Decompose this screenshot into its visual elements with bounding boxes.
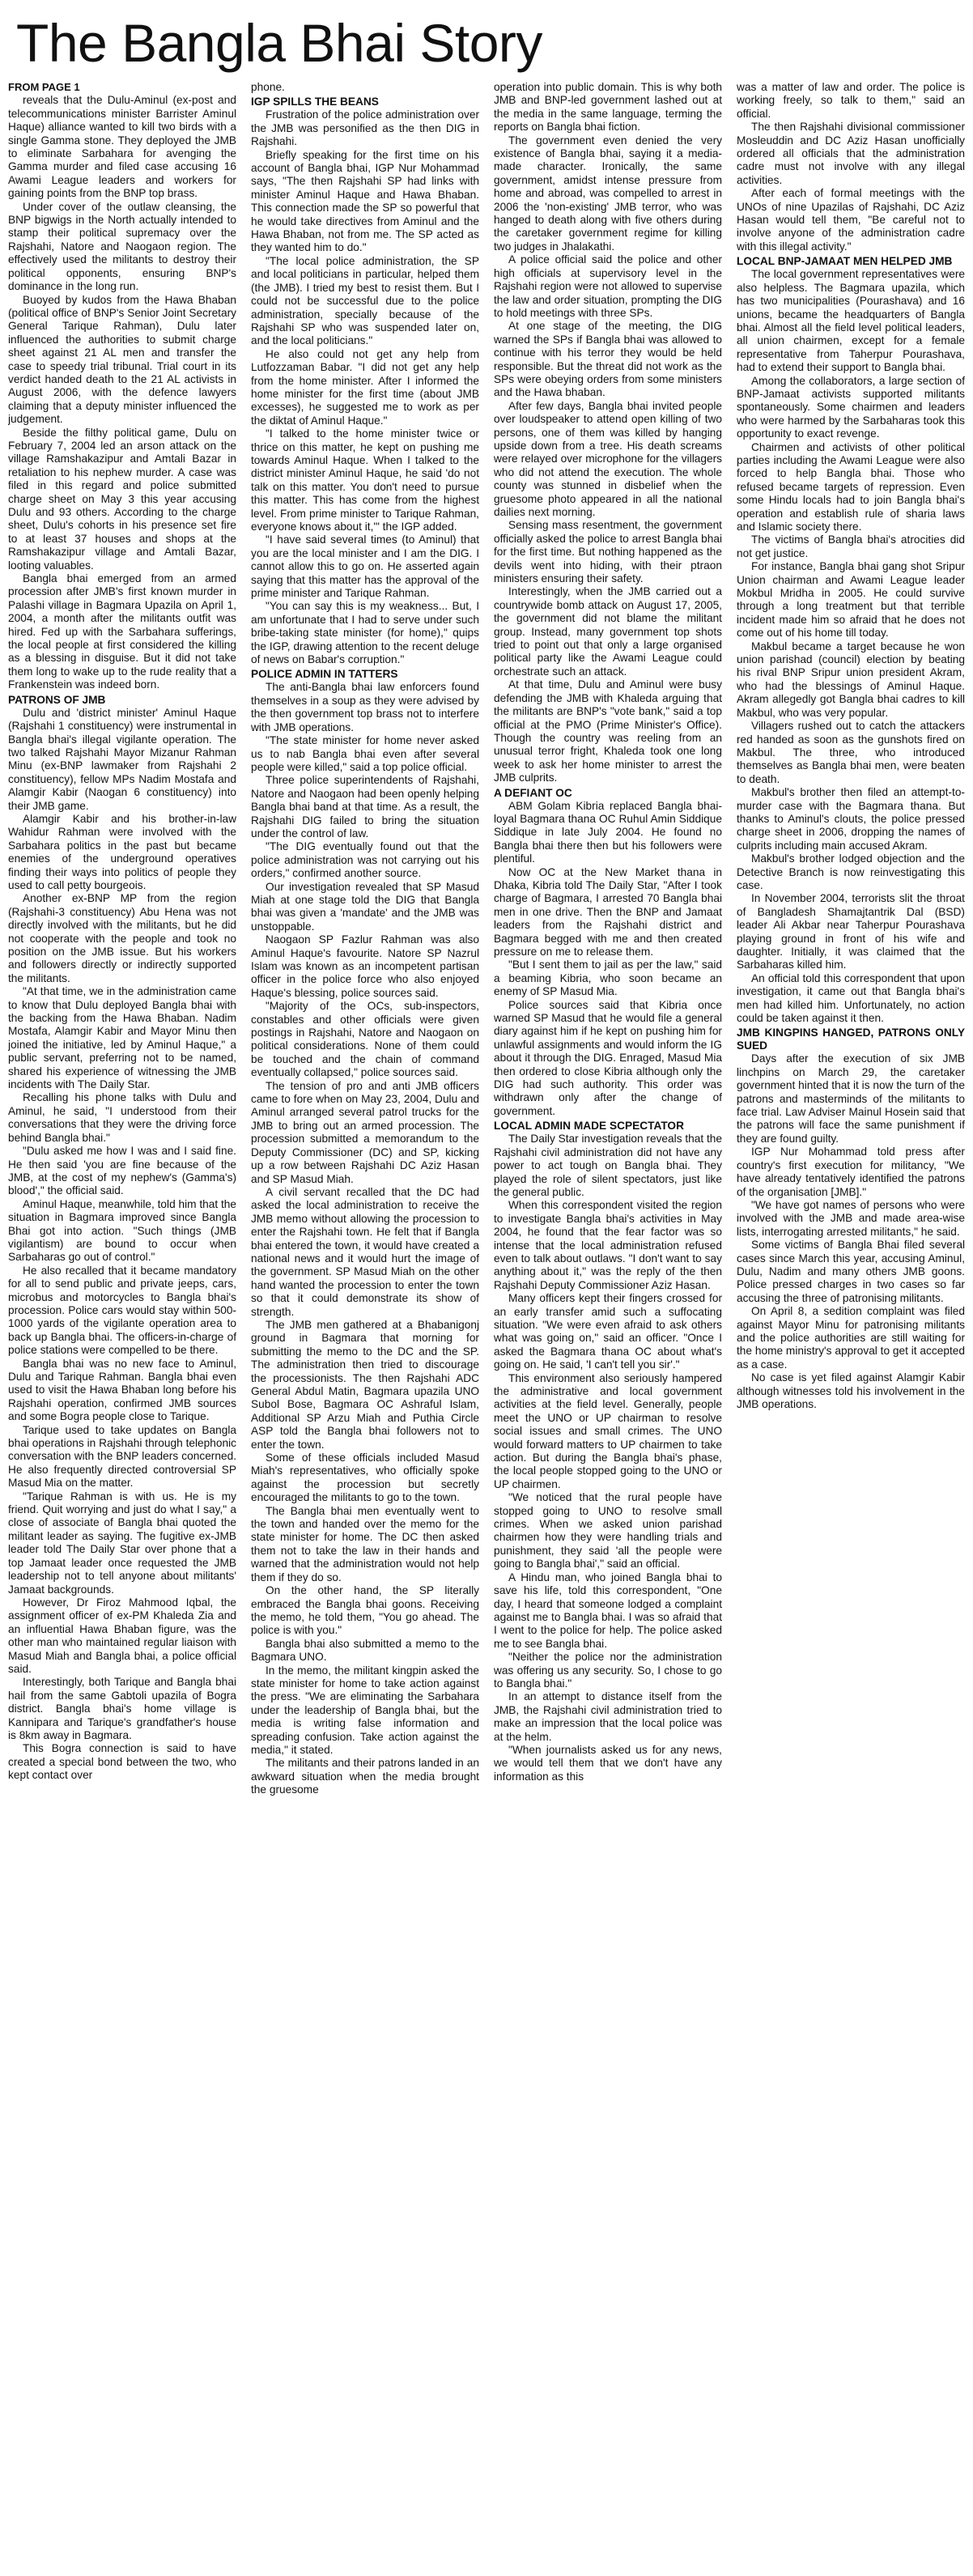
article-paragraph: Aminul Haque, meanwhile, told him that the situation in Bagmara improved since Bangla Bhai got into action. "Such things (JMB vigilantism) are bound to occur when Sarbaharas go out of control." [8,1197,236,1264]
article-paragraph: "The DIG eventually found out that the police administration was not carrying out his orders," confirmed another source. [251,840,479,880]
article-paragraph: Bangla bhai was no new face to Aminul, Dulu and Tarique Rahman. Bangla bhai even used to visit the Hawa Bhaban long before his Rajshahi operation, confirmed JMB sources and some Bogra people close to Tarique. [8,1357,236,1423]
article-paragraph: Many officers kept their fingers crossed for an early transfer amid such a suffocating situation. "We were even afraid to ask others what was going on," said an officer. "Once I asked the Bagmara thana OC about what's going on. He said, 'I can't tell you sir'." [494,1292,722,1371]
article-paragraph: reveals that the Dulu-Aminul (ex-post and telecommunications minister Barrister Aminul Haque) alliance wanted to kill two birds with a single Gamma stone. They deployed the JMB to eliminate Sarbahara for avenging the Gamma murder and filed case accusing 16 Awami League leaders and workers for gaining points from the BNP top brass. [8,94,236,200]
article-paragraph: ABM Golam Kibria replaced Bangla bhai-loyal Bagmara thana OC Ruhul Amin Siddique Siddique in late July 2004. He found no Bangla bhai there then but his followers were plentiful. [494,799,722,865]
article-paragraph: At that time, Dulu and Aminul were busy defending the JMB with Khaleda arguing that the militants are BNP's "vote bank," said a top official at the PMO (Prime Minister's Office). Though the country was reeling from an unusual terror fright, Khaleda took one long week to ask her home minister to arrest the JMB culprits. [494,678,722,784]
article-paragraph: Alamgir Kabir and his brother-in-law Wahidur Rahman were involved with the Sarbahara politics in the past but became enemies of the underground operatives finding their ways into politics of people they used to call petty bourgeois. [8,812,236,891]
article-paragraph: Among the collaborators, a large section of BNP-Jamaat activists supported militants spontaneously. Some chairmen and leaders who were harmed by the Sarbaharas took this opportunity to exact revenge. [737,374,965,440]
subhead-local-admin-made-spectator: LOCAL ADMIN MADE SCPECTATOR [494,1120,684,1133]
article-paragraph: Interestingly, when the JMB carried out a countrywide bomb attack on August 17, 2005, the government did not blame the militant group. Instead, many government top shots tried to point out that only a large organised political party like the Awami League could orchestrate such an attack. [494,585,722,678]
col3-paragraphs-3 [494,1133,722,1783]
article-paragraph: Interestingly, both Tarique and Bangla bhai hail from the same Gabtoli upazila of Bogra district. Bangla bhai's home village is Kannipara and Tarique's grandfather's house is 8km away in Bagmara. [8,1676,236,1741]
article-paragraph: Tarique used to take updates on Bangla bhai operations in Rajshahi through telephonic conversation with the BNP leaders concerned. He also frequently directed controversial SP Masud Mia on the matter. [8,1423,236,1490]
article-paragraph: At one stage of the meeting, the DIG warned the SPs if Bangla bhai was allowed to continue with his terror they would be held responsible. But the threat did not work as the SPs were obeying orders from some ministers and the Hawa bhaban. [494,320,722,399]
article-paragraph: When this correspondent visited the region to investigate Bangla bhai's activities in May 2004, he found that the fear factor was so intense that the local administration refused even to talk about outlaws. "I don't want to say anything about it," was the reply of the then Rajshahi Deputy Commissioner Aziz Hasan. [494,1199,722,1291]
article-paragraph: Now OC at the New Market thana in Dhaka, Kibria told The Daily Star, "After I took charge of Bagmara, I arrested 70 Bangla bhai men in one drive. Then the BNP and Jamaat leaders from the Rajshahi district and Bagmara begged with me and then created pressure on me to release them. [494,865,722,958]
article-paragraph: The Bangla bhai men eventually went to the town and handed over the memo for the state minister for home. The DC then asked them not to take the law in their hands and warned that the administration would not help them if they do so. [251,1504,479,1583]
col1-paragraphs-2 [8,707,236,1783]
article-headline: The Bangla Bhai Story [16,13,542,73]
article-paragraph: Bangla bhai emerged from an armed procession after JMB's first known murder in Palashi village in Bagmara Upazila on April 1, 2004, a month after the militants outfit was hired. Fed up with the Sarbahara sufferings, the local people at first considered the killing as a blessing in disguise. But it did not take them long to wake up to the rude reality that a Frankenstein was indeed born. [8,572,236,691]
article-paragraph: Makbul's brother lodged objection and the Detective Branch is now reinvestigating this case. [737,852,965,891]
subhead-a-defiant-oc: A DEFIANT OC [494,786,572,799]
article-paragraph: In an attempt to distance itself from the JMB, the Rajshahi civil administration tried to make an impression that the local police was at the helm. [494,1690,722,1743]
article-paragraph: "We noticed that the rural people have stopped going to UNO to resolve small crimes. When we asked union parishad chairmen how they were handling trials and punishment, they said 'all the people were going to Bangla bhai'," said an official. [494,1491,722,1571]
article-paragraph: A civil servant recalled that the DC had asked the local administration to receive the JMB memo without allowing the procession to enter the Rajshahi town. He felt that if Bangla bhai entered the town, it would have created a national news and it would hurt the image of the government. SP Masud Miah on the other hand wanted the procession to enter the town so that it could demonstrate its show of strength. [251,1185,479,1318]
article-paragraph: This Bogra connection is said to have created a special bond between the two, who kept contact over [8,1742,236,1782]
article-paragraph: Police sources said that Kibria once warned SP Masud that he would file a general diary against him if he kept on pushing him for unlawful assignments and would inform the IG about it through the DIG. Enraged, Masud Mia then ordered to close Kibria although only the DIG had such authority. This order was withdrawn only after the change of government. [494,998,722,1117]
article-paragraph: "Majority of the OCs, sub-inspectors, constables and other officials were given postings in Rajshahi, Natore and Naogaon on political considerations. None of them could be touched and the chain of command eventually collapsed," police sources said. [251,1000,479,1079]
article-paragraph: However, Dr Firoz Mahmood Iqbal, the assignment officer of ex-PM Khaleda Zia and an influential Hawa Bhaban figure, was the other man who maintained regular liaison with Masud Miah and Bangla bhai, a police official said. [8,1596,236,1675]
article-paragraph: Another ex-BNP MP from the region (Rajshahi-3 constituency) Abu Hena was not directly involved with the militants, but he did not cooperate with the people and took no position on the JMB issue. But his workers and followers directly or indirectly supported the militants. [8,892,236,984]
article-paragraph: Villagers rushed out to catch the attackers red handed as soon as the gunshots fired on Makbul. The three, who introduced themselves as Bangla bhai men, were beaten to death. [737,720,965,785]
article-paragraph: Sensing mass resentment, the government officially asked the police to arrest Bangla bhai for the first time. But nothing happened as the devils went into hiding, with their ptraon ministers ensuring their safety. [494,519,722,585]
article-paragraph: On the other hand, the SP literally embraced the Bangla bhai goons. Receiving the memo, he told them, "You go ahead. The police is with you." [251,1584,479,1637]
article-paragraph: Briefly speaking for the first time on his account of Bangla bhai, IGP Nur Mohammad says, "The then Rajshahi SP had links with minister Aminul Haque and Hawa Bhaban. This connection made the SP so powerful that he would take directives from Aminul and the Hawa Bhaban, not from me. The SP acted as they wanted him to do." [251,148,479,254]
article-paragraph: "Tarique Rahman is with us. He is my friend. Quit worrying and just do what I say," a close of associate of Bangla bhai quoted the militant leader as saying. The fugitive ex-JMB leader told The Daily Star over phone that a top Jamaat leader once requested the JMB leadership not to tell anyone about militants' Jamaat backgrounds. [8,1490,236,1596]
article-paragraph: After each of formal meetings with the UNOs of nine Upazilas of Rajshahi, DC Aziz Hasan would tell them, "Be careful not to involve anyone of the administration cadre with this illegal activity." [737,187,965,253]
from-page-label: FROM PAGE 1 [8,81,80,93]
article-paragraph: Dulu and 'district minister' Aminul Haque (Rajshahi 1 constituency) were instrumental in Bangla bhai's illegal vigilante operation. The two talked Rajshahi Mayor Mizanur Rahman Minu (ex-BNP lawmaker from Rajshahi 2 constituency), fellow MPs Nadim Mostafa and Alamgir Kabir (Naogan 6 constituency) into their JMB game. [8,706,236,812]
article-paragraph: No case is yet filed against Alamgir Kabir although witnesses told his involvement in the JMB operations. [737,1371,965,1410]
article-paragraph: For instance, Bangla bhai gang shot Sripur Union chairman and Awami League leader Mokbul Mridha in 2005. He could survive through a long treatment but that terrible incident made him so afraid that he does not come out of his home till today. [737,560,965,640]
col1-paragraphs [8,94,236,691]
article-paragraph: "The local police administration, the SP and local politicians in particular, helped them (the JMB). I tried my best to resist them. But I could not be successful due to the police administration, specially because of the Rajshahi SP who was suspended later on, and the local politicians." [251,254,479,347]
col4-paragraphs-2 [737,268,965,1025]
article-paragraph: A Hindu man, who joined Bangla bhai to save his life, told this correspondent, "One day, I heard that someone lodged a complaint against me to Bangla bhai. I was so afraid that I went to the police for help. The police asked me to see Bangla bhai. [494,1571,722,1650]
article-paragraph: "We have got names of persons who were involved with the JMB and made area-wise lists, interrogating arrested militants," he said. [737,1198,965,1238]
article-paragraph: Bangla bhai also submitted a memo to the Bagmara UNO. [251,1637,479,1664]
article-paragraph: After few days, Bangla bhai invited people over loudspeaker to attend open killing of two persons, one of them was killed by hanging upside down from a tree. His death screams were relayed over microphone for the villagers who did not attend the execution. The whole county was stunned in disbelief when the gruesome photo appeared in all the national dailies next morning. [494,399,722,518]
article-paragraph: "I talked to the home minister twice or thrice on this matter, he kept on pushing me towards Aminul Haque. When I talked to the district minister Aminul Haque, he said 'do not talk on this matter. You don't need to pursue this matter. This has come from the highest level. From prime minister to Tarique Rahman, everyone knows about it,'" the IGP added. [251,427,479,533]
article-paragraph: Some victims of Bangla Bhai filed several cases since March this year, accusing Aminul, Dulu, Nadim and many others JMB goons. Police pressed charges in two cases so far accusing the three of patronising militants. [737,1239,965,1304]
article-paragraph: Under cover of the outlaw cleansing, the BNP bigwigs in the North actually intended to stamp their political supremacy over the Rajshahi, Natore and Naogaon region. The effectively used the militants to destroy their political opponents, ensuring BNP's dominance in the long run. [8,200,236,293]
col4-paragraphs [737,81,965,253]
col4-paragraphs-3 [737,1052,965,1411]
col3-paragraphs-2 [494,800,722,1119]
article-paragraph: Beside the filthy political game, Dulu on February 7, 2004 led an arson attack on the village Ramshakazipur and Amtali Bazar in retaliation to his nephew murder. A case was filed in this regard and police submitted charge sheet on May 3 this year accusing Dulu and 93 others. According to the charge sheet, Dulu's cohorts in his presence set fire to at least 37 houses and shops at the Ramshakazipur village and Amtali Bazar, looting valuables. [8,426,236,572]
article-paragraph: IGP Nur Mohammad told press after country's first execution for militancy, "We have already tentatively identified the patrons of the organisation [JMB]." [737,1146,965,1198]
article-paragraph: The tension of pro and anti JMB officers came to fore when on May 23, 2004, Dulu and Aminul arranged several patrol trucks for the JMB to bring out an armed procession. The procession submitted a memorandum to the Deputy Commissioner (DC) and SP, kicking up a row between Rajshahi DC Aziz Hasan and SP Masud Miah. [251,1079,479,1185]
column-1 [8,81,236,2558]
article-paragraph: "At that time, we in the administration came to know that Dulu deployed Bangla bhai with the backing from the Hawa Bhaban. Nadim Mostafa, Alamgir Kabir and Mayor Minu then joined the initiative, led by Aminul Haque," a public servant, preferring not to be named, shared his experience of witnessing the JMB incidents with The Daily Star. [8,985,236,1091]
article-paragraph: Some of these officials included Masud Miah's representatives, who officially spoke against the procession but secretly encouraged the militants to go to the town. [251,1452,479,1504]
col3-paragraphs [494,81,722,785]
article-paragraph: operation into public domain. This is why both JMB and BNP-led government lashed out at the media in the same language, terming the reports on Bangla bhai fiction. [494,81,722,134]
article-paragraph: "Neither the police nor the administration was offering us any security. So, I chose to go to Bangla bhai." [494,1651,722,1690]
article-columns [8,81,965,2558]
col2-lead: phone. [251,81,285,93]
article-paragraph: Naogaon SP Fazlur Rahman was also Aminul Haque's favourite. Natore SP Nazrul Islam was known as an incompetent partisan officer in the police force who also enjoyed Haque's blessing, police sources said. [251,933,479,999]
column-4 [737,81,965,2558]
article-paragraph: This environment also seriously hampered the administrative and local government activities at the field level. Generally, people meet the UNO or UP chairman to resolve social issues and small crimes. The UNO would forward matters to UP chairmen to take action. But during the Bangla bhai's phase, the local people stopped going to the UNO or UP chairmen. [494,1371,722,1490]
article-paragraph: Three police superintendents of Rajshahi, Natore and Naogaon had been openly helping Bangla bhai band at that time. As a result, the Rajshahi DIG failed to bring the situation under the control of law. [251,774,479,840]
article-paragraph: On April 8, a sedition complaint was filed against Mayor Minu for patronising militants and the police authorities are still waiting for the home ministry's approval to get it accepted as a case. [737,1305,965,1371]
article-paragraph: The local government representatives were also helpless. The Bagmara upazila, which has two municipalities (Pourashava) and 16 unions, became the headquarters of Bangla bhai. Almost all the field level political leaders, all union chairmen, except for a female representative from Taherpur Pourashava, had to extend their support to Bangla bhai. [737,268,965,374]
article-paragraph: "You can say this is my weakness... But, I am unfortunate that I had to serve under such bribe-taking state minister (for home)," quips the IGP, drawing attention to the recent deluge of news on Babar's corruption." [251,600,479,666]
subhead-igp-spills-the-beans: IGP SPILLS THE BEANS [251,96,379,108]
article-paragraph: was a matter of law and order. The police is working freely, so talk to them," said an official. [737,81,965,120]
article-paragraph: The anti-Bangla bhai law enforcers found themselves in a soup as they were advised by the then government top brass not to interfere with JMB operations. [251,681,479,733]
article-paragraph: Chairmen and activists of other political parties including the Awami League were also forced to help Bangla bhai. Those who refused became targets of repression. Even some Hindu locals had to join Bangla bhai's operation and establish rule of sharia laws and Islamic society there. [737,440,965,533]
article-paragraph: "The state minister for home never asked us to nab Bangla bhai even after several people were killed," said a top police official. [251,734,479,773]
article-paragraph: Frustration of the police administration over the JMB was personified as the then DIG in Rajshahi. [251,108,479,148]
article-paragraph: He also could not get any help from Lutfozzaman Babar. "I did not get any help from the home minister. After I informed the home minister for the first time (about JMB excesses), he suggested me to work as per the diktat of Aminul Haque." [251,347,479,427]
subhead-police-admin-in-tatters: POLICE ADMIN IN TATTERS [251,668,398,681]
article-paragraph: The Daily Star investigation reveals that the Rajshahi civil administration did not have any power to act tough on Bangla bhai. They played the role of silent spectators, just like the general public. [494,1133,722,1198]
article-paragraph: An official told this correspondent that upon investigation, it came out that Bangla bhai's men had killed him. Unfortunately, no action could be taken against it then. [737,971,965,1025]
article-paragraph: Days after the execution of six JMB linchpins on March 29, the caretaker government hinted that it is now the turn of the patrons and masterminds of the militants to face trial. Law Adviser Mainul Hosein said that the patrons will face the same punishment if they are found guilty. [737,1052,965,1145]
article-paragraph: Buoyed by kudos from the Hawa Bhaban (political office of BNP's Senior Joint Secretary General Tarique Rahman), Dulu later influenced the authorities to submit charge sheet against 21 AL men and transfer the case to speedy trial tribunal. Trial court in its verdict handed death to the 21 AL activists in August 2006, with the defence lawyers claiming that a deputy minister influenced the judgement. [8,293,236,426]
subhead-patrons-of-jmb: PATRONS OF JMB [8,693,106,706]
article-paragraph: The then Rajshahi divisional commissioner Mosleuddin and DC Aziz Hasan unofficially ordered all officials that the administration cadre must not involve with any illegal activities. [737,121,965,186]
article-paragraph: In November 2004, terrorists slit the throat of Bangladesh Shamajtantrik Dal (BSD) leader Ali Akbar near Taherpur Pourashava playing ground in front of his wife and daughter. Initially, it was claimed that the Sarbaharas killed him. [737,892,965,971]
article-paragraph: Recalling his phone talks with Dulu and Aminul, he said, "I understood from their conversations that they were the driving force behind Bangla bhai." [8,1091,236,1144]
article-paragraph: The victims of Bangla bhai's atrocities did not get justice. [737,533,965,559]
col2-paragraphs-2 [251,681,479,1796]
article-paragraph: Makbul became a target because he won union parishad (council) election by beating his rival BNP Sripur union president Akram, who had the blessings of Aminul Haque. Akram allegedly got Bangla bhai cadres to kill Makbul, who was very popular. [737,640,965,719]
article-paragraph: "But I sent them to jail as per the law," said a beaming Kibria, who soon became an enemy of SP Masud Mia. [494,959,722,998]
article-paragraph: "Dulu asked me how I was and I said fine. He then said 'you are fine because of the JMB, at the cost of my nephew's (Gamma's) blood'," the official said. [8,1145,236,1197]
article-paragraph: The JMB men gathered at a Bhabanigonj ground in Bagmara that morning for submitting the memo to the DC and the SP. The administration then tried to discourage the processionists. The then Rajshahi ADC General Abdul Matin, Bagmara upazila UNO Subol Bose, Bagmara OC Ashraful Islam, Additional SP Arzu Miah and Puthia Circle ASP told the Bangla bhai followers not to enter the town. [251,1318,479,1451]
subhead-local-bnp-jamaat: LOCAL BNP-JAMAAT MEN HELPED JMB [737,255,953,268]
article-paragraph: A police official said the police and other high officials at supervisory level in the Rajshahi region were not allowed to supervise the law and order situation, prompting the DIG to hold meetings with three SPs. [494,253,722,319]
subhead-jmb-kingpins-hanged: JMB KINGPINS HANGED, PATRONS ONLY SUED [737,1027,965,1052]
article-paragraph: Our investigation revealed that SP Masud Miah at one stage told the DIG that Bangla bhai was given a 'mandate' and the JMB was unstoppable. [251,880,479,933]
article-paragraph: The government even denied the very existence of Bangla bhai, saying it a media-made character. Ironically, the same government, amidst intense pressure from home and abroad, was compelled to arrest in 2006 the 'non-existing' JMB terror, who was hanged to death along with five others during the caretaker government regime for killing two judges in Jhalakathi. [494,134,722,253]
article-paragraph: He also recalled that it became mandatory for all to send public and private jeeps, cars, microbus and motorcycles to Bangla bhai's procession. Police cars would stay within 500-1000 yards of the vigilante operation area to back up Bangla bhai. The officers-in-charge of police stations were compelled to be there. [8,1264,236,1357]
col2-paragraphs [251,108,479,666]
article-paragraph: The militants and their patrons landed in an awkward situation when the media brought the gruesome [251,1757,479,1796]
column-2 [251,81,479,2558]
column-3 [494,81,722,2558]
article-paragraph: "I have said several times (to Aminul) that you are the local minister and I am the DIG. I cannot allow this to go on. He asserted again saying that this matter has the approval of the prime minister and Tarique Rahman. [251,533,479,600]
article-paragraph: Makbul's brother then filed an attempt-to-murder case with the Bagmara thana. But thanks to Aminul's clouts, the police pressed charge sheet in 2006, dropping the names of culprits including main accused Akram. [737,786,965,852]
article-paragraph: In the memo, the militant kingpin asked the state minister for home to take action against the press. "We are eliminating the Sarbahara under the leadership of Bangla bhai, but the media is writing false information and spreading confusion. Take action against the media," it stated. [251,1664,479,1756]
article-paragraph: "When journalists asked us for any news, we would tell them that we don't have any information as this [494,1743,722,1783]
